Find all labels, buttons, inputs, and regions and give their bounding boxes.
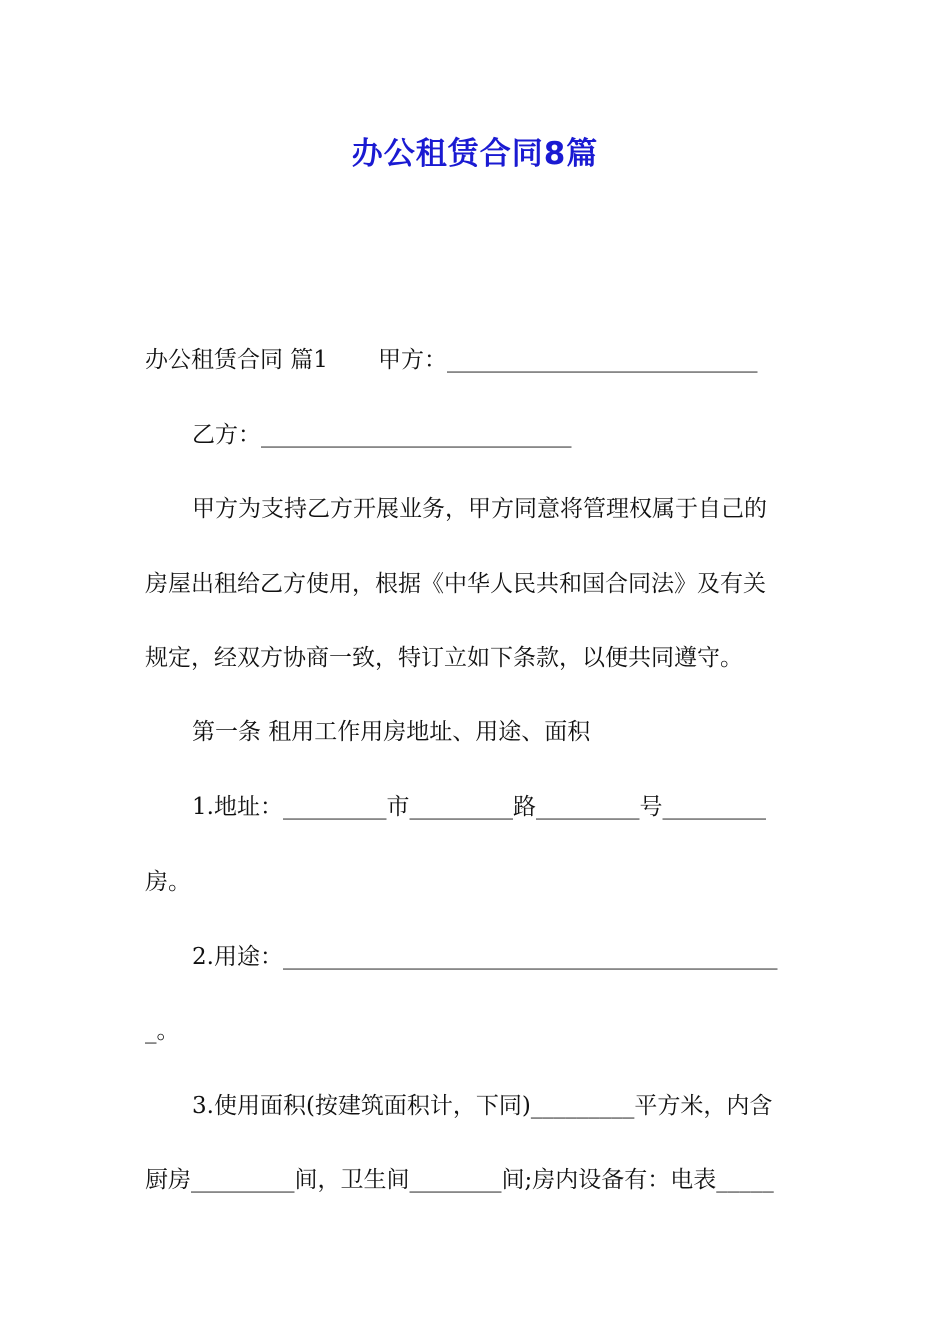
paragraph-line: 规定，经双方协商一致，特订立如下条款，以便共同遵守。: [145, 645, 743, 671]
address-line-end: 房。: [145, 869, 191, 895]
address-line: 1.地址：_________市_________路_________号_________: [192, 794, 766, 820]
party-a-line: 甲方：___________________________: [377, 347, 758, 373]
purpose-line: 2.用途：___________________________________________: [192, 944, 778, 970]
rooms-line: 厨房_________间，卫生间________间;房内设备有：电表_____: [145, 1167, 774, 1193]
area-line: 3.使用面积(按建筑面积计，下同)_________平方米，内含: [192, 1093, 773, 1119]
paragraph-line: 房屋出租给乙方使用，根据《中华人民共和国合同法》及有关: [145, 571, 766, 597]
purpose-line-end: _。: [145, 1018, 180, 1044]
party-b-line: 乙方：___________________________: [192, 422, 572, 448]
article-heading: 第一条 租用工作用房地址、用途、面积: [192, 719, 591, 745]
document-title: 办公租赁合同8篇: [351, 136, 599, 172]
section-heading: 办公租赁合同 篇1: [145, 347, 328, 373]
paragraph-line: 甲方为支持乙方开展业务，甲方同意将管理权属于自己的: [192, 496, 767, 522]
contract-first-line: [145, 345, 757, 375]
